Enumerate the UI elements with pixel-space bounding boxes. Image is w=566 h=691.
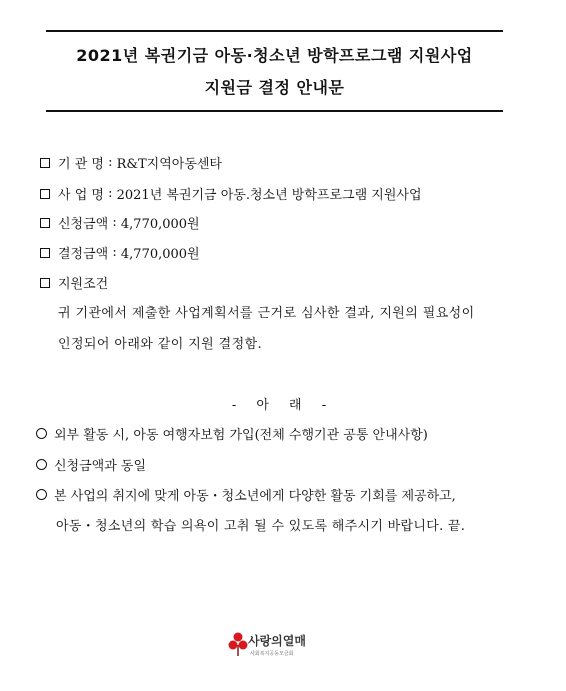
- notice-item-text: 본 사업의 취지에 맞게 아동・청소년에게 다양한 활동 기회를 제공하고,: [54, 489, 456, 504]
- info-value: 4,770,000원: [120, 247, 200, 262]
- info-row-decided-amount: [40, 243, 200, 262]
- checkbox-square-icon: [40, 248, 50, 258]
- checkbox-square-icon: [40, 189, 50, 199]
- circle-bullet-icon: [36, 428, 47, 439]
- fruit-logo-icon: [228, 630, 248, 658]
- info-colon: :: [103, 155, 117, 170]
- document-subtitle: 지원금 결정 안내문: [204, 78, 345, 97]
- notice-item-text: 외부 활동 시, 아동 여행자보험 가입(전체 수행기관 공통 안내사항): [54, 428, 428, 443]
- info-value: 2021년 복권기금 아동.청소년 방학프로그램 지원사업: [116, 188, 422, 203]
- notice-item-text: 신청금액과 동일: [54, 459, 147, 474]
- circle-bullet-icon: [36, 489, 47, 500]
- logo-subtitle: 사회복지공동모금회: [250, 651, 294, 657]
- info-colon: :: [108, 245, 121, 260]
- info-row-requested-amount: [40, 213, 200, 232]
- notice-heading: - 아 래 -: [231, 398, 335, 413]
- conditions-text-line1: 귀 기관에서 제출한 사업계획서를 근거로 심사한 결과, 지원의 필요성이: [58, 306, 475, 321]
- notice-item: [36, 424, 428, 443]
- info-value: 4,770,000원: [120, 217, 200, 232]
- info-label: 기 관 명: [58, 157, 104, 172]
- info-value: R&T지역아동센타: [116, 157, 222, 172]
- notice-item-continuation: 아동・청소년의 학습 의욕이 고취 될 수 있도록 해주시기 바랍니다. 끝.: [56, 519, 466, 534]
- info-label: 사 업 명: [58, 188, 104, 203]
- circle-bullet-icon: [36, 459, 47, 470]
- checkbox-square-icon: [40, 218, 50, 228]
- info-label: 결정금액: [58, 247, 109, 262]
- info-row-conditions: [40, 273, 108, 292]
- checkbox-square-icon: [40, 278, 50, 288]
- sarang-fruit-logo: [228, 630, 328, 662]
- document-title: 2021년 복권기금 아동·청소년 방학프로그램 지원사업: [76, 46, 473, 65]
- logo-name: 사랑의열매: [248, 634, 306, 648]
- notice-item: [36, 485, 456, 504]
- info-label: 지원조건: [58, 277, 109, 292]
- info-colon: :: [108, 215, 121, 230]
- info-label: 신청금액: [58, 217, 109, 232]
- info-row-organization: [40, 153, 222, 172]
- notice-item: [36, 455, 146, 474]
- conditions-text-line2: 인정되어 아래와 같이 지원 결정함.: [58, 337, 263, 352]
- checkbox-square-icon: [40, 158, 50, 168]
- document-title-box: [46, 30, 503, 112]
- info-colon: :: [103, 186, 117, 201]
- info-row-project: [40, 184, 422, 203]
